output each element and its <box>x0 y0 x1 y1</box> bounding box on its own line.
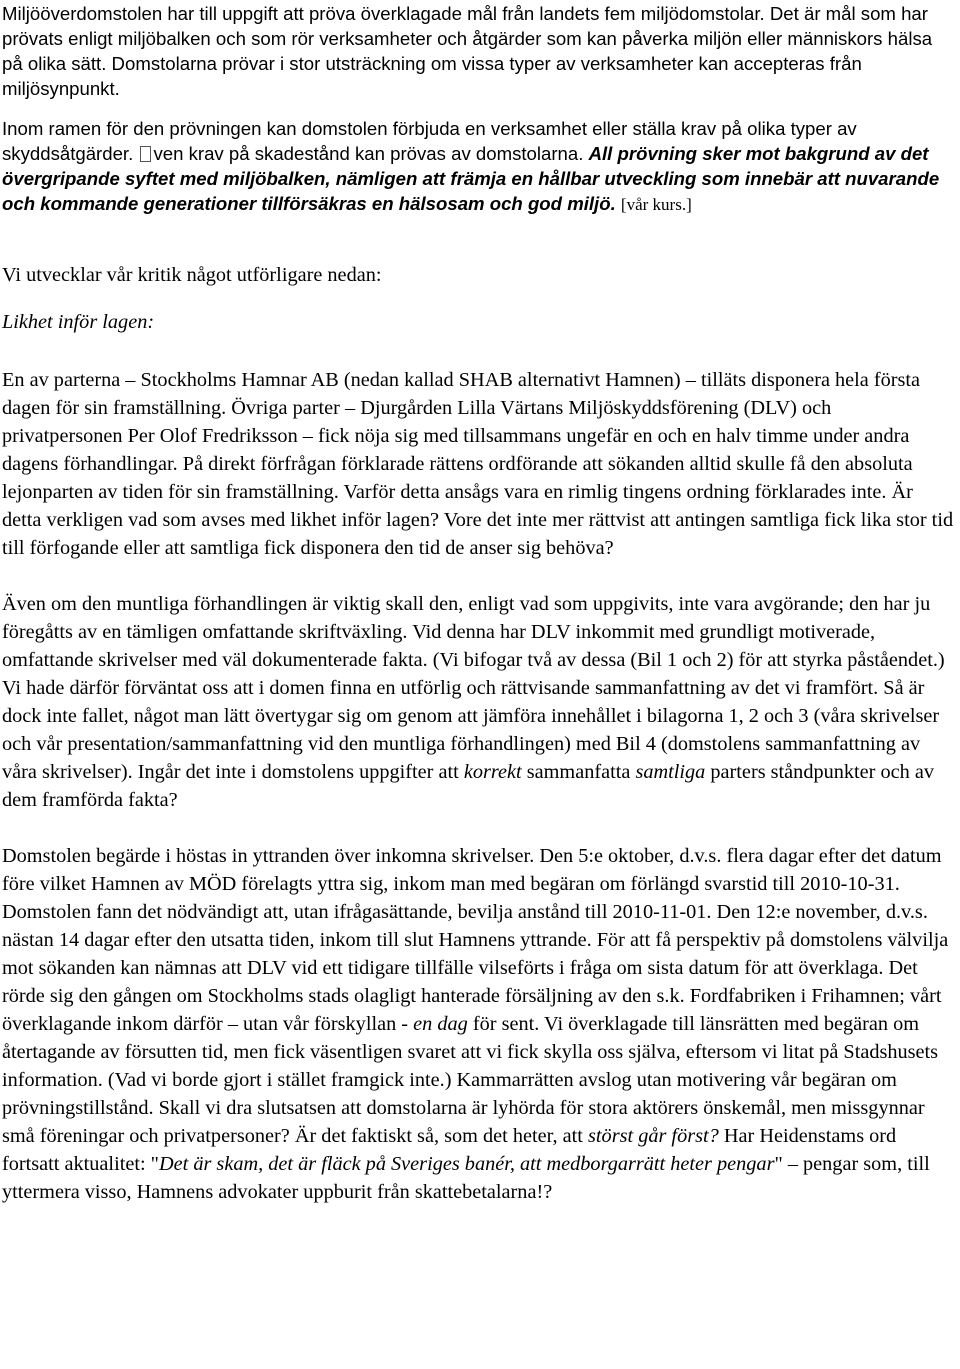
section-heading: Likhet inför lagen: <box>2 311 155 333</box>
purpose-emphasis: All prövning sker mot bakgrund av det övergripande syftet med miljöbalken, nämligen att främja en hållbar utveckling som innebär att nuvarande och kommande generationer tillförsäkras en hälsosam och god miljö. <box>2 143 940 214</box>
heidenstam-quote: Det är skam, det är fläck på Sveriges banér, att medborgarrätt heter pengar <box>158 1153 775 1175</box>
scope-text: Inom ramen för den prövningen kan domstolen förbjuda en verksamhet eller ställa krav på olika typer av skyddsåtgärder. <box>2 118 857 164</box>
intro-paragraph: Miljööverdomstolen har till uppgift att pröva överklagade mål från landets fem miljödomstolar. Det är mål som har prövats enligt miljöbalken och som rör verksamheter och åtgärder som kan påverka miljön eller människors hälsa på olika sätt. Domstolarna prövar i stor utsträckning om vissa typer av verksamheter kan accepteras från miljösynpunkt. <box>2 3 933 99</box>
deadline-text-3: Har Heidenstams ord fortsatt aktualitet: " <box>2 1125 897 1175</box>
summary-paragraph <box>2 590 954 814</box>
deadline-text: Domstolen begärde i höstas in yttranden över inkomna skrivelser. Den 5:e oktober, d.v.s. flera dagar efter det datum före vilket Hamnen av MÖD förelagts yttra sig, inkom man med begäran om förlängd svarstid till 2010-10-31. Domstolen fann det nödvändigt att, utan ifrågasättande, bevilja anstånd till 2010-11-01. Den 12:e november, d.v.s. nästan 14 dagar efter den utsatta tiden, inkom till slut Hamnens yttrande. För att få perspektiv på domstolens välvilja mot sökanden kan nämnas att DLV vid ett tidigare tillfälle vilseförts i fråga om sista datum för att överklaga. Det rörde sig den gången om Stockholms stads olagligt hanterade försäljning av den s.k. Fordfabriken i Frihamnen; vårt överklagande inkom därför – utan vår förskyllan - <box>2 845 949 1035</box>
deadline-text-4: " – pengar som, till yttermera visso, Hamnens advokater uppburit från skattebetalarna!? <box>2 1153 930 1203</box>
scope-paragraph <box>2 116 954 217</box>
equality-paragraph: En av parterna – Stockholms Hamnar AB (nedan kallad SHAB alternativt Hamnen) – tilläts disponera hela första dagen för sin framställning. Övriga parter – Djurgården Lilla Värtans Miljöskyddsförening (DLV) och privatpersonen Per Olof Fredriksson – fick nöja sig med tillsammans ungefär en och en halv timme under andra dagens förhandlingar. På direkt förfrågan förklarade rättens ordförande att sökanden alltid skulle få den absoluta lejonparten av tiden för sin framställning. Varför detta ansågs vara en rimlig tingens ordning förklarades inte. Är detta verkligen vad som avses med likhet inför lagen? Vore det inte mer rättvist att antingen samtliga fick lika stor tid till förfogande eller att samtliga fick disponera den tid de anser sig behöva? <box>2 369 954 559</box>
emphasis-one-day: en dag <box>413 1013 468 1035</box>
critique-intro: Vi utvecklar vår kritik något utförligare nedan: <box>2 264 382 286</box>
damages-text: ven krav på skadestånd kan prövas av domstolarna. <box>153 143 584 164</box>
missing-glyph-icon <box>140 146 151 162</box>
deadline-paragraph <box>2 842 954 1206</box>
summary-text-2: sammanfatta <box>526 761 631 783</box>
our-emphasis-note: [vår kurs.] <box>620 195 692 214</box>
emphasis-all: samtliga <box>635 761 706 783</box>
deadline-text-2: för sent. Vi överklagade till länsrätten med begäran om återtagande av försutten tid, men fick väsentligen svaret att vi fick skylla oss själva, eftersom vi litat på Stadshusets information. (Vad vi borde gjort i stället framgick inte.) Kammarrätten avslog utan motivering vår begäran om prövningstillstånd. Skall vi dra slutsatsen att domstolarna är lyhörda för stora aktörers önskemål, men missgynnar små föreningar och privatpersoner? Är det faktiskt så, som det heter, att <box>2 1013 939 1147</box>
emphasis-biggest-first: störst går först? <box>588 1125 719 1147</box>
summary-text-3: parters ståndpunkter och av dem framförda fakta? <box>2 761 934 811</box>
emphasis-correct: korrekt <box>463 761 522 783</box>
summary-text: Även om den muntliga förhandlingen är viktig skall den, enligt vad som uppgivits, inte vara avgörande; den har ju föregåtts av en tämligen omfattande skriftväxling. Vid denna har DLV inkommit med grundligt motiverade, omfattande skrivelser med väl dokumenterade fakta. (Vi bifogar två av dessa (Bil 1 och 2) för att styrka påståendet.) Vi hade därför förväntat oss att i domen finna en utförlig och rättvisande sammanfattning av det vi framfört. Så är dock inte fallet, något man lätt övertygar sig om genom att jämföra innehållet i bilagorna 1, 2 och 3 (våra skrivelser och vår presentation/sammanfattning vid den muntliga förhandlingen) med Bil 4 (domstolens sammanfattning av våra skrivelser). Ingår det inte i domstolens uppgifter att <box>2 593 945 783</box>
